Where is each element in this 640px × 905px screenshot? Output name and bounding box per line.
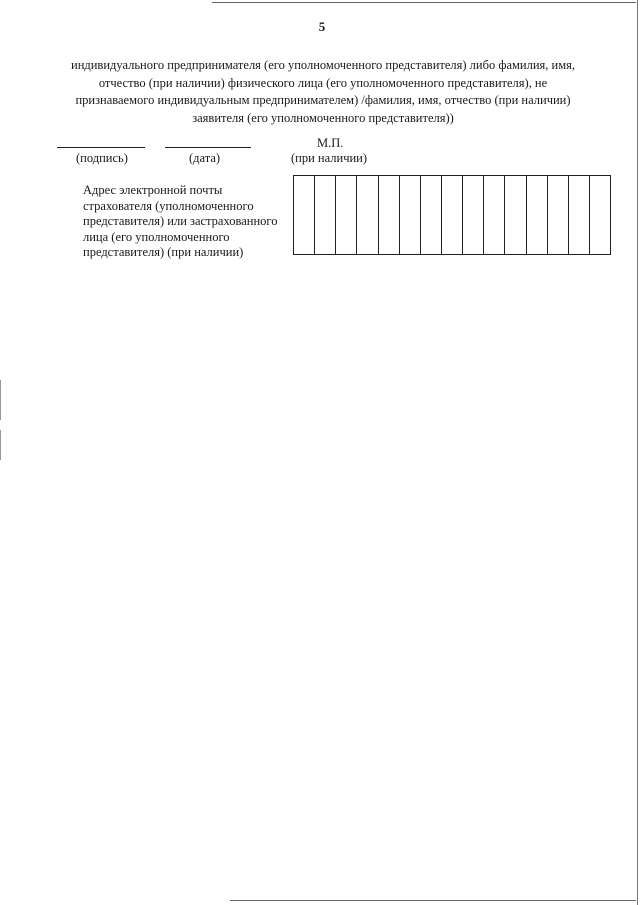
- caption-line: признаваемого индивидуальным предпринимателем) /фамилия, имя, отчество (при наличии): [75, 93, 571, 107]
- applicant-name-caption: [40, 57, 606, 127]
- email-char-cell[interactable]: [484, 176, 505, 254]
- scan-edge-right: [637, 0, 638, 905]
- scan-edge-left: [0, 430, 1, 460]
- scan-edge-left: [0, 380, 1, 420]
- label-line: представителя) или застрахованного: [83, 214, 278, 228]
- stamp-abbreviation: М.П.: [317, 136, 344, 150]
- email-char-cell[interactable]: [315, 176, 336, 254]
- caption-line: индивидуального предпринимателя (его уполномоченного представителя) либо фамилия, имя,: [71, 58, 575, 72]
- email-field-label: [83, 183, 293, 261]
- email-char-cell[interactable]: [336, 176, 357, 254]
- signature-line: [57, 147, 145, 148]
- email-char-cell[interactable]: [400, 176, 421, 254]
- email-char-cell[interactable]: [442, 176, 463, 254]
- email-char-cell[interactable]: [590, 176, 610, 254]
- scan-edge-top: [212, 2, 636, 3]
- label-line: Адрес электронной почты: [83, 183, 223, 197]
- email-char-cell[interactable]: [463, 176, 484, 254]
- label-line: лица (его уполномоченного: [83, 229, 230, 244]
- caption-line: заявителя (его уполномоченного представителя)): [192, 110, 454, 125]
- date-caption: (дата): [189, 151, 221, 165]
- caption-line: отчество (при наличии) физического лица (его уполномоченного представителя), не: [98, 75, 548, 90]
- stamp-note: (при наличии): [291, 151, 368, 165]
- label-line: представителя) (при наличии): [83, 245, 244, 259]
- label-line: страхователя (уполномоченного: [83, 198, 254, 213]
- email-char-cell[interactable]: [569, 176, 590, 254]
- email-char-cell[interactable]: [294, 176, 315, 254]
- email-char-cell[interactable]: [379, 176, 400, 254]
- email-entry-grid[interactable]: [293, 175, 611, 255]
- signature-caption: (подпись): [76, 151, 128, 165]
- page-number: 5: [318, 19, 326, 34]
- email-char-cell[interactable]: [527, 176, 548, 254]
- email-char-cell[interactable]: [505, 176, 526, 254]
- date-line: [165, 147, 251, 148]
- email-char-cell[interactable]: [357, 176, 378, 254]
- email-char-cell[interactable]: [421, 176, 442, 254]
- scan-edge-bottom: [230, 900, 636, 901]
- email-char-cell[interactable]: [548, 176, 569, 254]
